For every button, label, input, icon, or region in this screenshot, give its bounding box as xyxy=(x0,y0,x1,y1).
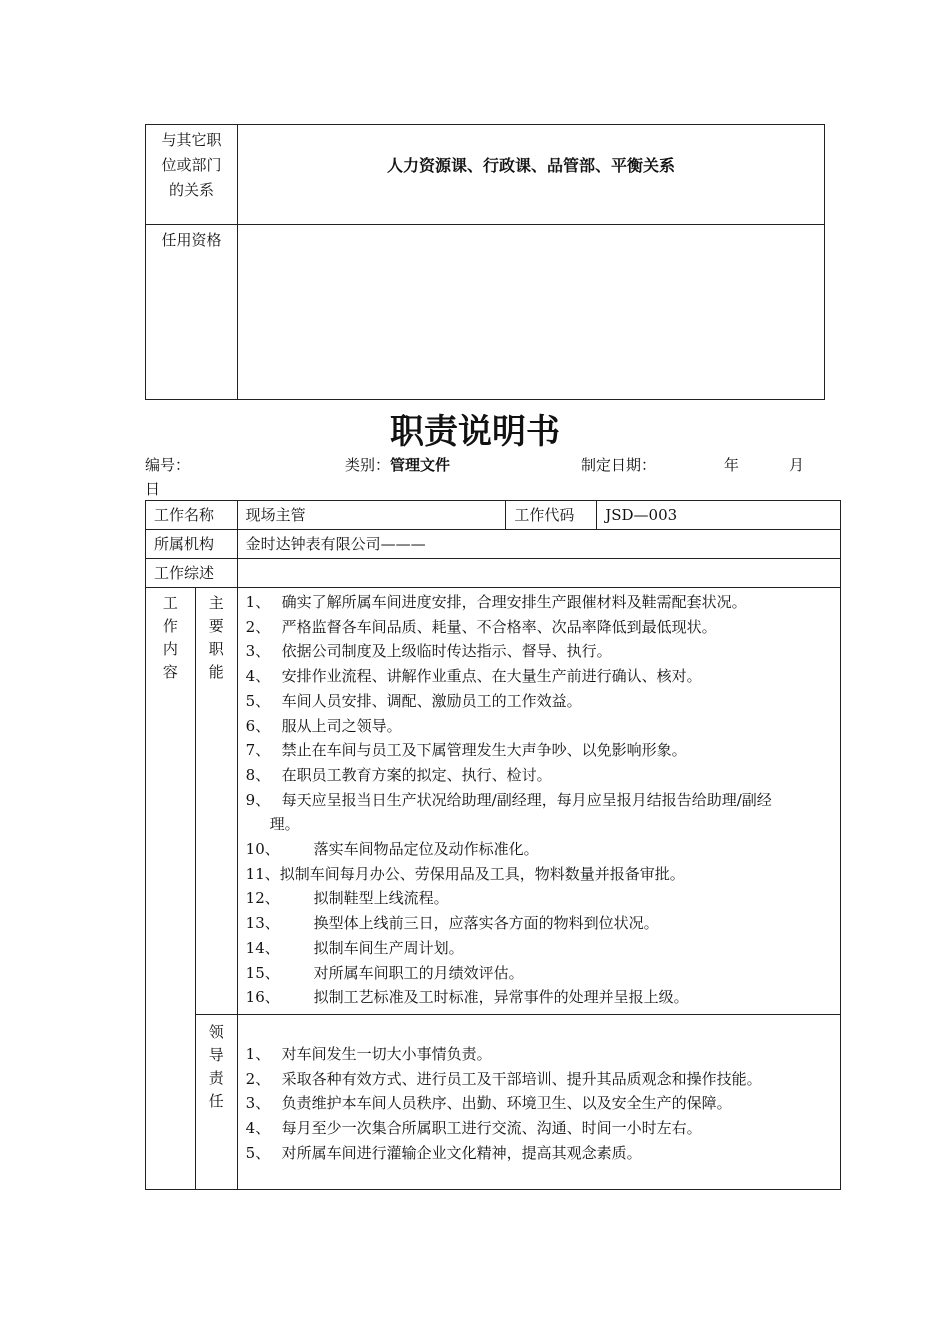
job-table xyxy=(145,500,841,1190)
lead-duties-label: 领 导 责 任 xyxy=(195,1014,237,1189)
list-item: 16、 拟制工艺标准及工时标准，异常事件的处理并呈报上级。 xyxy=(245,988,689,1007)
org-label: 所属机构 xyxy=(146,530,238,559)
top-table xyxy=(145,124,825,400)
list-item: 4、 安排作业流程、讲解作业重点、在大量生产前进行确认、核对。 xyxy=(245,667,702,686)
list-item: 4、 每月至少一次集合所属职工进行交流、沟通、时间一小时左右。 xyxy=(245,1119,702,1138)
list-item: 6、 服从上司之领导。 xyxy=(245,716,402,735)
qualification-value xyxy=(238,225,825,400)
qualification-label: 任用资格 xyxy=(146,225,238,400)
list-item: 5、 车间人员安排、调配、激励员工的工作效益。 xyxy=(245,691,582,710)
day-label: 日 xyxy=(145,480,161,498)
list-item: 理。 xyxy=(269,815,300,834)
job-code-value: JSD—003 xyxy=(597,501,841,530)
relation-label: 与其它职 位或部门 的关系 xyxy=(146,125,238,225)
list-item: 15、 对所属车间职工的月绩效评估。 xyxy=(245,963,524,982)
date-label: 制定日期： xyxy=(581,456,657,474)
document-title: 职责说明书 xyxy=(390,412,560,452)
summary-value xyxy=(237,559,840,588)
year-label: 年 xyxy=(724,456,740,474)
job-name-label: 工作名称 xyxy=(146,501,238,530)
list-item: 7、 禁止在车间与员工及下属管理发生大声争吵、以免影响形象。 xyxy=(245,741,687,760)
list-item: 2、 严格监督各车间品质、耗量、不合格率、次品率降低到最低现状。 xyxy=(245,617,717,636)
list-item: 9、 每天应呈报当日生产状况给助理/副经理，每月应呈报月结报告给助理/副经 xyxy=(245,790,772,809)
list-item: 1、 对车间发生一切大小事情负责。 xyxy=(245,1044,492,1063)
list-item: 3、 依据公司制度及上级临时传达指示、督导、执行。 xyxy=(245,642,612,661)
job-code-label: 工作代码 xyxy=(506,501,597,530)
main-duties-label: 主 要 职 能 xyxy=(195,588,237,1015)
list-item: 12、 拟制鞋型上线流程。 xyxy=(245,889,449,908)
number-label: 编号： xyxy=(145,456,191,474)
job-name-value: 现场主管 xyxy=(237,501,506,530)
lead-duties-list xyxy=(237,1014,840,1189)
list-item: 2、 采取各种有效方式、进行员工及干部培训、提升其品质观念和操作技能。 xyxy=(245,1069,762,1088)
list-item: 5、 对所属车间进行灌输企业文化精神，提高其观念素质。 xyxy=(245,1143,642,1162)
category: 类别：管理文件 xyxy=(345,456,451,474)
list-item: 10、 落实车间物品定位及动作标准化。 xyxy=(245,840,539,859)
work-content-label: 工 作 内 容 xyxy=(146,588,196,1190)
main-duties-list xyxy=(237,588,840,1015)
relation-value: 人力资源课、行政课、品管部、平衡关系 xyxy=(238,125,825,225)
category-value: 管理文件 xyxy=(390,456,451,474)
list-item: 14、 拟制车间生产周计划。 xyxy=(245,938,464,957)
list-item: 13、 换型体上线前三日，应落实各方面的物料到位状况。 xyxy=(245,914,659,933)
month-label: 月 xyxy=(789,456,805,474)
org-value: 金时达钟表有限公司——— xyxy=(237,530,840,559)
list-item: 8、 在职员工教育方案的拟定、执行、检讨。 xyxy=(245,765,552,784)
list-item: 3、 负责维护本车间人员秩序、出勤、环境卫生、以及安全生产的保障。 xyxy=(245,1094,732,1113)
summary-label: 工作综述 xyxy=(146,559,238,588)
list-item: 11、拟制车间每月办公、劳保用品及工具，物料数量并报备审批。 xyxy=(245,864,685,883)
list-item: 1、 确实了解所属车间进度安排，合理安排生产跟催材料及鞋需配套状况。 xyxy=(245,593,747,611)
